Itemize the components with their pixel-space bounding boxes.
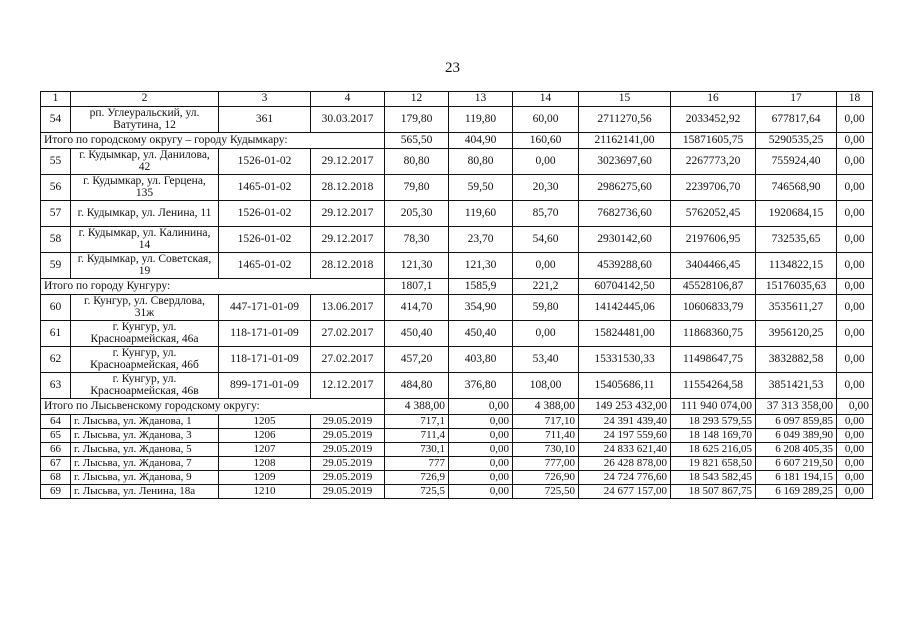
table-cell: 118-171-01-09 [219,321,311,347]
table-cell: 19 821 658,50 [671,457,756,471]
table-cell: 6 097 859,85 [756,415,837,429]
table-cell: 3535611,27 [756,295,837,321]
total-cell: 221,2 [513,279,579,295]
total-cell: 1807,1 [385,279,449,295]
table-cell: 0,00 [837,175,873,201]
table-cell: 726,9 [385,471,449,485]
table-cell: 0,00 [837,107,873,133]
table-cell: 27.02.2017 [311,321,385,347]
table-cell: 29.12.2017 [311,149,385,175]
address-cell: г. Лысьва, ул. Жданова, 3 [71,429,219,443]
table-cell: 179,80 [385,107,449,133]
total-cell: 4 388,00 [385,399,449,415]
table-cell: 450,40 [449,321,513,347]
table-cell: 118-171-01-09 [219,347,311,373]
table-cell: 7682736,60 [579,201,671,227]
table-cell: 55 [41,149,71,175]
total-label: Итого по городу Кунгуру: [41,279,385,295]
address-cell: г. Кудымкар, ул. Советская, 19 [71,253,219,279]
table-cell: 68 [41,471,71,485]
table-cell: 119,60 [449,201,513,227]
table-cell: 24 677 157,00 [579,485,671,499]
table-cell: 711,4 [385,429,449,443]
address-cell: г. Лысьва, ул. Жданова, 9 [71,471,219,485]
table-cell: 119,80 [449,107,513,133]
table-cell: 3851421,53 [756,373,837,399]
table-cell: 725,50 [513,485,579,499]
table-cell: 80,80 [449,149,513,175]
table-row [41,471,873,485]
table-cell: 725,5 [385,485,449,499]
table-cell: 2033452,92 [671,107,756,133]
table-cell: 66 [41,443,71,457]
table-cell: 732535,65 [756,227,837,253]
table-cell: 15405686,11 [579,373,671,399]
table-cell: 80,80 [385,149,449,175]
table-row [41,201,873,227]
table-row [41,485,873,499]
table-cell: 24 833 621,40 [579,443,671,457]
total-cell: 111 940 074,00 [671,399,756,415]
address-cell: г. Кунгур, ул. Свердлова, 31ж [71,295,219,321]
total-cell: 0,00 [837,279,873,295]
table-cell: 29.05.2019 [311,415,385,429]
table-cell: 0,00 [837,295,873,321]
table-cell: 29.05.2019 [311,485,385,499]
table-cell: 1205 [219,415,311,429]
total-cell: 15871605,75 [671,133,756,149]
header-cell: 18 [837,92,873,107]
table-cell: 2930142,60 [579,227,671,253]
header-cell: 15 [579,92,671,107]
total-cell: 1585,9 [449,279,513,295]
table-cell: 67 [41,457,71,471]
table-cell: 65 [41,429,71,443]
total-label: Итого по городскому округу – городу Кудымкару: [41,133,385,149]
address-cell: рп. Углеуральский, ул. Ватутина, 12 [71,107,219,133]
table-cell: 3023697,60 [579,149,671,175]
total-cell: 4 388,00 [513,399,579,415]
table-cell: 354,90 [449,295,513,321]
table-cell: 677817,64 [756,107,837,133]
table-cell: 5762052,45 [671,201,756,227]
address-cell: г. Кудымкар, ул. Данилова, 42 [71,149,219,175]
table-row [41,429,873,443]
address-cell: г. Кудымкар, ул. Герцена, 135 [71,175,219,201]
table-cell: 403,80 [449,347,513,373]
table-cell: 0,00 [837,321,873,347]
page-number: 23 [445,60,460,76]
table-cell: 59,80 [513,295,579,321]
table-cell: 79,80 [385,175,449,201]
table-cell: 62 [41,347,71,373]
table-cell: 3404466,45 [671,253,756,279]
table-cell: 18 625 216,05 [671,443,756,457]
table-cell: 0,00 [449,485,513,499]
table-cell: 59,50 [449,175,513,201]
table-cell: 717,1 [385,415,449,429]
table-cell: 2267773,20 [671,149,756,175]
table-row [41,295,873,321]
address-cell: г. Лысьва, ул. Жданова, 7 [71,457,219,471]
table-cell: 54,60 [513,227,579,253]
table-row [41,149,873,175]
table-cell: 6 169 289,25 [756,485,837,499]
address-cell: г. Лысьва, ул. Жданова, 1 [71,415,219,429]
table-cell: 29.12.2017 [311,227,385,253]
table-cell: 0,00 [837,201,873,227]
table-cell: 11868360,75 [671,321,756,347]
table-cell: 0,00 [837,253,873,279]
table-cell: 899-171-01-09 [219,373,311,399]
table-cell: 361 [219,107,311,133]
table-cell: 56 [41,175,71,201]
table-cell: 1207 [219,443,311,457]
table-cell: 0,00 [513,321,579,347]
table-cell: 60 [41,295,71,321]
table-cell: 0,00 [837,471,873,485]
table-cell: 63 [41,373,71,399]
table-cell: 3956120,25 [756,321,837,347]
header-cell: 4 [311,92,385,107]
header-cell: 17 [756,92,837,107]
total-row [41,279,873,295]
table-cell: 1465-01-02 [219,175,311,201]
total-cell: 5290535,25 [756,133,837,149]
table-cell: 13.06.2017 [311,295,385,321]
table-cell: 0,00 [837,347,873,373]
table-cell: 2197606,95 [671,227,756,253]
table-cell: 777 [385,457,449,471]
total-cell: 404,90 [449,133,513,149]
table-cell: 6 607 219,50 [756,457,837,471]
table-cell: 61 [41,321,71,347]
table-cell: 1465-01-02 [219,253,311,279]
table-cell: 15824481,00 [579,321,671,347]
table-cell: 18 543 582,45 [671,471,756,485]
table-cell: 24 197 559,60 [579,429,671,443]
table-cell: 53,40 [513,347,579,373]
table-row [41,347,873,373]
table-cell: 0,00 [837,149,873,175]
total-cell: 565,50 [385,133,449,149]
table-cell: 59 [41,253,71,279]
table-cell: 0,00 [449,415,513,429]
total-cell: 149 253 432,00 [579,399,671,415]
table-cell: 12.12.2017 [311,373,385,399]
total-cell: 37 313 358,00 [756,399,837,415]
total-cell: 0,00 [449,399,513,415]
table-cell: 57 [41,201,71,227]
table-cell: 730,10 [513,443,579,457]
total-cell: 60704142,50 [579,279,671,295]
table-cell: 121,30 [449,253,513,279]
table-row [41,175,873,201]
table-cell: 85,70 [513,201,579,227]
table-row [41,253,873,279]
table-cell: 711,40 [513,429,579,443]
table-cell: 108,00 [513,373,579,399]
table-cell: 29.05.2019 [311,443,385,457]
table-cell: 2711270,56 [579,107,671,133]
table-cell: 23,70 [449,227,513,253]
table-cell: 0,00 [837,443,873,457]
table-cell: 0,00 [513,253,579,279]
housing-table [40,91,873,499]
table-cell: 0,00 [449,457,513,471]
table-cell: 18 148 169,70 [671,429,756,443]
total-cell: 15176035,63 [756,279,837,295]
total-row [41,399,873,415]
table-cell: 24 391 439,40 [579,415,671,429]
table-cell: 730,1 [385,443,449,457]
table-cell: 0,00 [449,429,513,443]
address-cell: г. Кунгур, ул. Красноармейская, 46в [71,373,219,399]
table-cell: 2986275,60 [579,175,671,201]
table-cell: 10606833,79 [671,295,756,321]
table-cell: 4539288,60 [579,253,671,279]
total-cell: 0,00 [837,399,873,415]
table-cell: 717,10 [513,415,579,429]
table-body [41,92,873,499]
table-cell: 0,00 [837,415,873,429]
table-row [41,321,873,347]
table-row [41,443,873,457]
table-cell: 14142445,06 [579,295,671,321]
table-header-row [41,92,873,107]
table-cell: 3832882,58 [756,347,837,373]
table-cell: 205,30 [385,201,449,227]
table-cell: 6 049 389,90 [756,429,837,443]
table-cell: 54 [41,107,71,133]
table-cell: 1526-01-02 [219,201,311,227]
table-cell: 69 [41,485,71,499]
table-cell: 376,80 [449,373,513,399]
table-cell: 15331530,33 [579,347,671,373]
table-row [41,107,873,133]
table-row [41,373,873,399]
table-cell: 1210 [219,485,311,499]
table-cell: 29.05.2019 [311,457,385,471]
table-cell: 1209 [219,471,311,485]
table-cell: 1134822,15 [756,253,837,279]
table-cell: 447-171-01-09 [219,295,311,321]
header-cell: 16 [671,92,756,107]
table-cell: 78,30 [385,227,449,253]
total-cell: 160,60 [513,133,579,149]
table-cell: 18 507 867,75 [671,485,756,499]
table-cell: 24 724 776,60 [579,471,671,485]
table-cell: 726,90 [513,471,579,485]
table-cell: 1526-01-02 [219,227,311,253]
table-cell: 60,00 [513,107,579,133]
table-cell: 18 293 579,55 [671,415,756,429]
table-cell: 11554264,58 [671,373,756,399]
table-cell: 6 181 194,15 [756,471,837,485]
table-cell: 746568,90 [756,175,837,201]
header-cell: 2 [71,92,219,107]
table-cell: 0,00 [837,457,873,471]
table-cell: 0,00 [837,373,873,399]
table-cell: 1920684,15 [756,201,837,227]
table-row [41,457,873,471]
table-cell: 1208 [219,457,311,471]
table-cell: 484,80 [385,373,449,399]
total-label: Итого по Лысьвенскому городскому округу: [41,399,385,415]
table-cell: 6 208 405,35 [756,443,837,457]
address-cell: г. Лысьва, ул. Жданова, 5 [71,443,219,457]
table-cell: 29.12.2017 [311,201,385,227]
table-row [41,415,873,429]
table-cell: 11498647,75 [671,347,756,373]
table-cell: 1206 [219,429,311,443]
table-cell: 30.03.2017 [311,107,385,133]
header-cell: 12 [385,92,449,107]
table-cell: 26 428 878,00 [579,457,671,471]
header-cell: 14 [513,92,579,107]
table-cell: 58 [41,227,71,253]
table-cell: 27.02.2017 [311,347,385,373]
table-cell: 2239706,70 [671,175,756,201]
address-cell: г. Кудымкар, ул. Ленина, 11 [71,201,219,227]
table-cell: 414,70 [385,295,449,321]
table-cell: 121,30 [385,253,449,279]
table-cell: 29.05.2019 [311,429,385,443]
table-cell: 0,00 [837,485,873,499]
header-cell: 3 [219,92,311,107]
address-cell: г. Кунгур, ул. Красноармейская, 46б [71,347,219,373]
table-cell: 450,40 [385,321,449,347]
total-row [41,133,873,149]
table-cell: 0,00 [449,471,513,485]
table-cell: 0,00 [837,227,873,253]
table-row [41,227,873,253]
address-cell: г. Кудымкар, ул. Калинина, 14 [71,227,219,253]
table-cell: 28.12.2018 [311,175,385,201]
header-cell: 1 [41,92,71,107]
header-cell: 13 [449,92,513,107]
table-cell: 20,30 [513,175,579,201]
table-cell: 29.05.2019 [311,471,385,485]
address-cell: г. Лысьва, ул. Ленина, 18а [71,485,219,499]
table-cell: 0,00 [513,149,579,175]
total-cell: 21162141,00 [579,133,671,149]
total-cell: 0,00 [837,133,873,149]
table-cell: 64 [41,415,71,429]
address-cell: г. Кунгур, ул. Красноармейская, 46а [71,321,219,347]
table-cell: 0,00 [837,429,873,443]
table-cell: 1526-01-02 [219,149,311,175]
total-cell: 45528106,87 [671,279,756,295]
table-cell: 777,00 [513,457,579,471]
table-cell: 0,00 [449,443,513,457]
table-cell: 755924,40 [756,149,837,175]
table-cell: 28.12.2018 [311,253,385,279]
table-cell: 457,20 [385,347,449,373]
